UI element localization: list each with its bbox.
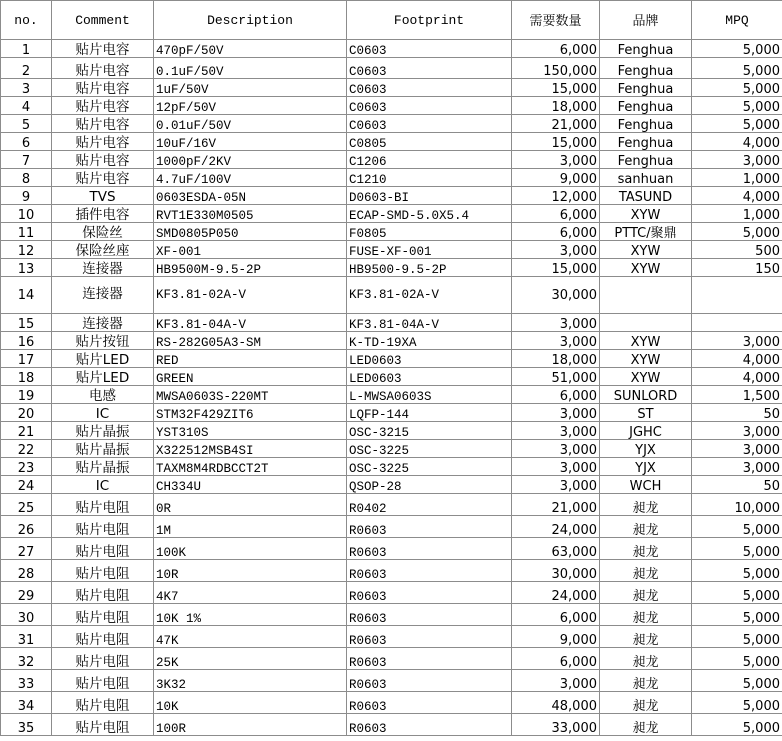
table-row[interactable] bbox=[1, 604, 782, 626]
table-row[interactable] bbox=[1, 277, 782, 314]
cell-comment[interactable]: 连接器 bbox=[52, 277, 154, 314]
cell-no[interactable]: 11 bbox=[1, 223, 52, 241]
cell-brand[interactable]: Fenghua bbox=[600, 40, 692, 58]
cell-no[interactable]: 6 bbox=[1, 133, 52, 151]
cell-brand[interactable]: XYW bbox=[600, 368, 692, 386]
cell-description[interactable]: 100R bbox=[154, 714, 347, 736]
cell-mpq[interactable]: 5,000 bbox=[692, 670, 782, 692]
cell-brand[interactable]: Fenghua bbox=[600, 133, 692, 151]
cell-description[interactable]: 10uF/16V bbox=[154, 133, 347, 151]
cell-qty[interactable]: 15,000 bbox=[512, 259, 600, 277]
cell-qty[interactable]: 6,000 bbox=[512, 205, 600, 223]
cell-no[interactable]: 28 bbox=[1, 560, 52, 582]
cell-comment[interactable]: 贴片电容 bbox=[52, 115, 154, 133]
cell-no[interactable]: 31 bbox=[1, 626, 52, 648]
cell-mpq[interactable]: 4,000 bbox=[692, 368, 782, 386]
cell-no[interactable]: 16 bbox=[1, 332, 52, 350]
cell-footprint[interactable]: C0603 bbox=[347, 97, 512, 115]
cell-comment[interactable]: 贴片电阻 bbox=[52, 692, 154, 714]
cell-no[interactable]: 23 bbox=[1, 458, 52, 476]
table-row[interactable] bbox=[1, 97, 782, 115]
cell-qty[interactable]: 3,000 bbox=[512, 458, 600, 476]
cell-mpq[interactable]: 5,000 bbox=[692, 97, 782, 115]
header-footprint[interactable]: Footprint bbox=[347, 1, 512, 40]
bom-body bbox=[1, 40, 782, 736]
cell-comment[interactable]: 贴片电阻 bbox=[52, 582, 154, 604]
cell-qty[interactable]: 9,000 bbox=[512, 626, 600, 648]
cell-footprint[interactable]: R0603 bbox=[347, 670, 512, 692]
cell-footprint[interactable]: LED0603 bbox=[347, 350, 512, 368]
cell-no[interactable]: 3 bbox=[1, 79, 52, 97]
table-row[interactable] bbox=[1, 332, 782, 350]
cell-footprint[interactable]: F0805 bbox=[347, 223, 512, 241]
cell-description[interactable]: 4.7uF/100V bbox=[154, 169, 347, 187]
cell-no[interactable]: 29 bbox=[1, 582, 52, 604]
cell-mpq[interactable]: 3,000 bbox=[692, 440, 782, 458]
table-row[interactable] bbox=[1, 79, 782, 97]
cell-qty[interactable]: 3,000 bbox=[512, 314, 600, 332]
cell-brand[interactable]: YJX bbox=[600, 458, 692, 476]
cell-comment[interactable]: 贴片电阻 bbox=[52, 626, 154, 648]
cell-comment[interactable]: 贴片电容 bbox=[52, 133, 154, 151]
cell-no[interactable]: 21 bbox=[1, 422, 52, 440]
cell-footprint[interactable]: R0603 bbox=[347, 538, 512, 560]
table-row[interactable] bbox=[1, 223, 782, 241]
cell-brand[interactable]: YJX bbox=[600, 440, 692, 458]
cell-footprint[interactable]: R0603 bbox=[347, 560, 512, 582]
cell-footprint[interactable]: K-TD-19XA bbox=[347, 332, 512, 350]
cell-footprint[interactable]: C0603 bbox=[347, 115, 512, 133]
table-row[interactable] bbox=[1, 241, 782, 259]
cell-description[interactable]: 1M bbox=[154, 516, 347, 538]
cell-footprint[interactable]: L-MWSA0603S bbox=[347, 386, 512, 404]
cell-qty[interactable]: 9,000 bbox=[512, 169, 600, 187]
cell-no[interactable]: 2 bbox=[1, 58, 52, 79]
cell-comment[interactable]: 贴片电容 bbox=[52, 151, 154, 169]
cell-brand[interactable]: TASUND bbox=[600, 187, 692, 205]
table-row[interactable] bbox=[1, 538, 782, 560]
cell-brand[interactable]: Fenghua bbox=[600, 79, 692, 97]
cell-footprint[interactable]: R0603 bbox=[347, 582, 512, 604]
table-row[interactable] bbox=[1, 494, 782, 516]
cell-mpq[interactable]: 5,000 bbox=[692, 58, 782, 79]
cell-brand[interactable]: 昶龙 bbox=[600, 670, 692, 692]
cell-description[interactable]: 0.1uF/50V bbox=[154, 58, 347, 79]
cell-description[interactable]: SMD0805P050 bbox=[154, 223, 347, 241]
cell-description[interactable]: 3K32 bbox=[154, 670, 347, 692]
cell-qty[interactable]: 150,000 bbox=[512, 58, 600, 79]
cell-mpq[interactable]: 3,000 bbox=[692, 422, 782, 440]
cell-description[interactable]: 47K bbox=[154, 626, 347, 648]
cell-description[interactable]: GREEN bbox=[154, 368, 347, 386]
cell-comment[interactable]: 贴片电阻 bbox=[52, 714, 154, 736]
cell-footprint[interactable]: HB9500-9.5-2P bbox=[347, 259, 512, 277]
cell-qty[interactable]: 63,000 bbox=[512, 538, 600, 560]
cell-description[interactable]: 10K bbox=[154, 692, 347, 714]
cell-no[interactable]: 5 bbox=[1, 115, 52, 133]
cell-qty[interactable]: 3,000 bbox=[512, 332, 600, 350]
cell-brand[interactable]: Fenghua bbox=[600, 115, 692, 133]
cell-comment[interactable]: 电感 bbox=[52, 386, 154, 404]
cell-footprint[interactable]: KF3.81-04A-V bbox=[347, 314, 512, 332]
cell-footprint[interactable]: C0603 bbox=[347, 79, 512, 97]
table-row[interactable] bbox=[1, 714, 782, 736]
cell-comment[interactable]: 贴片晶振 bbox=[52, 458, 154, 476]
cell-brand[interactable]: 昶龙 bbox=[600, 494, 692, 516]
cell-no[interactable]: 30 bbox=[1, 604, 52, 626]
table-row[interactable] bbox=[1, 626, 782, 648]
cell-mpq[interactable]: 150 bbox=[692, 259, 782, 277]
cell-mpq[interactable]: 4,000 bbox=[692, 350, 782, 368]
cell-no[interactable]: 8 bbox=[1, 169, 52, 187]
cell-footprint[interactable]: FUSE-XF-001 bbox=[347, 241, 512, 259]
table-row[interactable] bbox=[1, 582, 782, 604]
cell-mpq[interactable]: 50 bbox=[692, 404, 782, 422]
cell-qty[interactable]: 3,000 bbox=[512, 422, 600, 440]
cell-no[interactable]: 13 bbox=[1, 259, 52, 277]
cell-description[interactable]: RED bbox=[154, 350, 347, 368]
table-row[interactable] bbox=[1, 386, 782, 404]
cell-comment[interactable]: 贴片电阻 bbox=[52, 670, 154, 692]
cell-no[interactable]: 1 bbox=[1, 40, 52, 58]
cell-no[interactable]: 32 bbox=[1, 648, 52, 670]
cell-brand[interactable]: 昶龙 bbox=[600, 560, 692, 582]
cell-qty[interactable]: 33,000 bbox=[512, 714, 600, 736]
cell-comment[interactable]: 贴片电容 bbox=[52, 169, 154, 187]
cell-brand[interactable]: Fenghua bbox=[600, 151, 692, 169]
cell-no[interactable]: 17 bbox=[1, 350, 52, 368]
cell-comment[interactable]: 贴片电阻 bbox=[52, 516, 154, 538]
cell-brand[interactable]: 昶龙 bbox=[600, 626, 692, 648]
cell-mpq[interactable] bbox=[692, 314, 782, 332]
table-row[interactable] bbox=[1, 314, 782, 332]
cell-mpq[interactable]: 5,000 bbox=[692, 516, 782, 538]
table-row[interactable] bbox=[1, 151, 782, 169]
cell-description[interactable]: X322512MSB4SI bbox=[154, 440, 347, 458]
cell-footprint[interactable]: R0603 bbox=[347, 692, 512, 714]
table-row[interactable] bbox=[1, 40, 782, 58]
cell-qty[interactable]: 30,000 bbox=[512, 560, 600, 582]
cell-comment[interactable]: 贴片电容 bbox=[52, 58, 154, 79]
cell-qty[interactable]: 15,000 bbox=[512, 133, 600, 151]
cell-mpq[interactable]: 5,000 bbox=[692, 604, 782, 626]
table-row[interactable] bbox=[1, 133, 782, 151]
cell-no[interactable]: 19 bbox=[1, 386, 52, 404]
cell-comment[interactable]: 贴片电阻 bbox=[52, 648, 154, 670]
cell-description[interactable]: XF-001 bbox=[154, 241, 347, 259]
header-row bbox=[1, 1, 782, 40]
table-row[interactable] bbox=[1, 58, 782, 79]
table-row[interactable] bbox=[1, 205, 782, 223]
cell-footprint[interactable]: ECAP-SMD-5.0X5.4 bbox=[347, 205, 512, 223]
cell-qty[interactable]: 6,000 bbox=[512, 40, 600, 58]
cell-mpq[interactable]: 5,000 bbox=[692, 714, 782, 736]
cell-no[interactable]: 35 bbox=[1, 714, 52, 736]
cell-footprint[interactable]: OSC-3215 bbox=[347, 422, 512, 440]
cell-footprint[interactable]: C0805 bbox=[347, 133, 512, 151]
cell-description[interactable]: 100K bbox=[154, 538, 347, 560]
cell-qty[interactable]: 30,000 bbox=[512, 277, 600, 314]
cell-footprint[interactable]: D0603-BI bbox=[347, 187, 512, 205]
cell-brand[interactable] bbox=[600, 277, 692, 314]
cell-no[interactable]: 34 bbox=[1, 692, 52, 714]
header-brand[interactable]: 品牌 bbox=[600, 1, 692, 40]
cell-comment[interactable]: 贴片电阻 bbox=[52, 604, 154, 626]
cell-brand[interactable]: PTTC/聚鼎 bbox=[600, 223, 692, 241]
cell-brand[interactable]: sanhuan bbox=[600, 169, 692, 187]
cell-comment[interactable]: IC bbox=[52, 404, 154, 422]
cell-qty[interactable]: 18,000 bbox=[512, 97, 600, 115]
cell-no[interactable]: 33 bbox=[1, 670, 52, 692]
cell-footprint[interactable]: R0603 bbox=[347, 648, 512, 670]
cell-brand[interactable] bbox=[600, 314, 692, 332]
cell-qty[interactable]: 6,000 bbox=[512, 386, 600, 404]
cell-comment[interactable]: 贴片电阻 bbox=[52, 538, 154, 560]
cell-qty[interactable]: 18,000 bbox=[512, 350, 600, 368]
cell-comment[interactable]: 贴片电阻 bbox=[52, 494, 154, 516]
cell-description[interactable]: CH334U bbox=[154, 476, 347, 494]
cell-description[interactable]: 0.01uF/50V bbox=[154, 115, 347, 133]
cell-qty[interactable]: 6,000 bbox=[512, 604, 600, 626]
cell-qty[interactable]: 21,000 bbox=[512, 494, 600, 516]
table-row[interactable] bbox=[1, 368, 782, 386]
cell-description[interactable]: HB9500M-9.5-2P bbox=[154, 259, 347, 277]
cell-footprint[interactable]: R0603 bbox=[347, 714, 512, 736]
cell-mpq[interactable]: 5,000 bbox=[692, 582, 782, 604]
cell-no[interactable]: 15 bbox=[1, 314, 52, 332]
cell-brand[interactable]: 昶龙 bbox=[600, 604, 692, 626]
cell-footprint[interactable]: R0603 bbox=[347, 516, 512, 538]
cell-description[interactable]: 10K 1% bbox=[154, 604, 347, 626]
table-row[interactable] bbox=[1, 350, 782, 368]
cell-brand[interactable]: Fenghua bbox=[600, 97, 692, 115]
header-qty[interactable]: 需要数量 bbox=[512, 1, 600, 40]
cell-footprint[interactable]: LQFP-144 bbox=[347, 404, 512, 422]
cell-brand[interactable]: Fenghua bbox=[600, 58, 692, 79]
table-row[interactable] bbox=[1, 404, 782, 422]
cell-qty[interactable]: 3,000 bbox=[512, 151, 600, 169]
header-no[interactable]: no. bbox=[1, 1, 52, 40]
cell-qty[interactable]: 6,000 bbox=[512, 648, 600, 670]
cell-mpq[interactable]: 5,000 bbox=[692, 223, 782, 241]
cell-no[interactable]: 10 bbox=[1, 205, 52, 223]
table-row[interactable] bbox=[1, 560, 782, 582]
cell-mpq[interactable]: 1,000 bbox=[692, 169, 782, 187]
cell-no[interactable]: 20 bbox=[1, 404, 52, 422]
cell-comment[interactable]: 贴片晶振 bbox=[52, 422, 154, 440]
cell-qty[interactable]: 3,000 bbox=[512, 241, 600, 259]
cell-qty[interactable]: 3,000 bbox=[512, 670, 600, 692]
cell-mpq[interactable]: 500 bbox=[692, 241, 782, 259]
cell-description[interactable]: 0603ESDA-05N bbox=[154, 187, 347, 205]
cell-qty[interactable]: 48,000 bbox=[512, 692, 600, 714]
cell-qty[interactable]: 24,000 bbox=[512, 516, 600, 538]
cell-qty[interactable]: 6,000 bbox=[512, 223, 600, 241]
cell-qty[interactable]: 51,000 bbox=[512, 368, 600, 386]
cell-description[interactable]: 0R bbox=[154, 494, 347, 516]
cell-brand[interactable]: SUNLORD bbox=[600, 386, 692, 404]
table-row[interactable] bbox=[1, 187, 782, 205]
table-row[interactable] bbox=[1, 692, 782, 714]
cell-mpq[interactable]: 3,000 bbox=[692, 458, 782, 476]
cell-mpq[interactable]: 5,000 bbox=[692, 115, 782, 133]
cell-brand[interactable]: 昶龙 bbox=[600, 516, 692, 538]
cell-comment[interactable]: 贴片电容 bbox=[52, 97, 154, 115]
cell-no[interactable]: 9 bbox=[1, 187, 52, 205]
cell-description[interactable]: KF3.81-02A-V bbox=[154, 277, 347, 314]
cell-footprint[interactable]: OSC-3225 bbox=[347, 440, 512, 458]
cell-description[interactable]: 25K bbox=[154, 648, 347, 670]
cell-footprint[interactable]: C1206 bbox=[347, 151, 512, 169]
cell-no[interactable]: 25 bbox=[1, 494, 52, 516]
cell-brand[interactable]: WCH bbox=[600, 476, 692, 494]
cell-brand[interactable]: 昶龙 bbox=[600, 582, 692, 604]
table-row[interactable] bbox=[1, 648, 782, 670]
cell-footprint[interactable]: R0603 bbox=[347, 626, 512, 648]
cell-footprint[interactable]: R0402 bbox=[347, 494, 512, 516]
cell-comment[interactable]: 贴片LED bbox=[52, 350, 154, 368]
cell-mpq[interactable]: 5,000 bbox=[692, 692, 782, 714]
cell-comment[interactable]: 贴片电容 bbox=[52, 40, 154, 58]
cell-mpq[interactable] bbox=[692, 277, 782, 314]
cell-footprint[interactable]: OSC-3225 bbox=[347, 458, 512, 476]
cell-comment[interactable]: 贴片按钮 bbox=[52, 332, 154, 350]
cell-mpq[interactable]: 5,000 bbox=[692, 648, 782, 670]
table-row[interactable] bbox=[1, 516, 782, 538]
cell-mpq[interactable]: 50 bbox=[692, 476, 782, 494]
cell-description[interactable]: 12pF/50V bbox=[154, 97, 347, 115]
cell-comment[interactable]: 贴片电阻 bbox=[52, 560, 154, 582]
cell-comment[interactable]: 贴片电容 bbox=[52, 79, 154, 97]
table-row[interactable] bbox=[1, 169, 782, 187]
cell-brand[interactable]: XYW bbox=[600, 241, 692, 259]
header-description[interactable]: Description bbox=[154, 1, 347, 40]
cell-qty[interactable]: 3,000 bbox=[512, 440, 600, 458]
cell-description[interactable]: RS-282G05A3-SM bbox=[154, 332, 347, 350]
cell-comment[interactable]: 贴片LED bbox=[52, 368, 154, 386]
cell-description[interactable]: TAXM8M4RDBCCT2T bbox=[154, 458, 347, 476]
cell-description[interactable]: YST310S bbox=[154, 422, 347, 440]
cell-mpq[interactable]: 10,000 bbox=[692, 494, 782, 516]
cell-description[interactable]: 1uF/50V bbox=[154, 79, 347, 97]
cell-no[interactable]: 7 bbox=[1, 151, 52, 169]
cell-description[interactable]: KF3.81-04A-V bbox=[154, 314, 347, 332]
cell-footprint[interactable]: R0603 bbox=[347, 604, 512, 626]
header-comment[interactable]: Comment bbox=[52, 1, 154, 40]
cell-description[interactable]: MWSA0603S-220MT bbox=[154, 386, 347, 404]
cell-mpq[interactable]: 5,000 bbox=[692, 40, 782, 58]
cell-footprint[interactable]: C0603 bbox=[347, 40, 512, 58]
cell-brand[interactable]: XYW bbox=[600, 350, 692, 368]
cell-mpq[interactable]: 5,000 bbox=[692, 538, 782, 560]
cell-no[interactable]: 4 bbox=[1, 97, 52, 115]
cell-qty[interactable]: 24,000 bbox=[512, 582, 600, 604]
cell-brand[interactable]: JGHC bbox=[600, 422, 692, 440]
table-row[interactable] bbox=[1, 440, 782, 458]
cell-comment[interactable]: 贴片晶振 bbox=[52, 440, 154, 458]
cell-comment[interactable]: 保险丝 bbox=[52, 223, 154, 241]
cell-footprint[interactable]: C1210 bbox=[347, 169, 512, 187]
cell-description[interactable]: RVT1E330M0505 bbox=[154, 205, 347, 223]
cell-qty[interactable]: 3,000 bbox=[512, 404, 600, 422]
table-row[interactable] bbox=[1, 670, 782, 692]
cell-mpq[interactable]: 3,000 bbox=[692, 151, 782, 169]
cell-no[interactable]: 22 bbox=[1, 440, 52, 458]
cell-mpq[interactable]: 5,000 bbox=[692, 560, 782, 582]
cell-comment[interactable]: 保险丝座 bbox=[52, 241, 154, 259]
cell-no[interactable]: 18 bbox=[1, 368, 52, 386]
cell-mpq[interactable]: 3,000 bbox=[692, 332, 782, 350]
cell-qty[interactable]: 12,000 bbox=[512, 187, 600, 205]
cell-brand[interactable]: XYW bbox=[600, 259, 692, 277]
cell-mpq[interactable]: 5,000 bbox=[692, 79, 782, 97]
table-row[interactable] bbox=[1, 259, 782, 277]
table-row[interactable] bbox=[1, 476, 782, 494]
cell-comment[interactable]: 连接器 bbox=[52, 259, 154, 277]
cell-no[interactable]: 27 bbox=[1, 538, 52, 560]
cell-footprint[interactable]: KF3.81-02A-V bbox=[347, 277, 512, 314]
table-row[interactable] bbox=[1, 422, 782, 440]
cell-brand[interactable]: XYW bbox=[600, 332, 692, 350]
cell-footprint[interactable]: QSOP-28 bbox=[347, 476, 512, 494]
cell-description[interactable]: 470pF/50V bbox=[154, 40, 347, 58]
cell-mpq[interactable]: 1,000 bbox=[692, 205, 782, 223]
table-row[interactable] bbox=[1, 115, 782, 133]
cell-qty[interactable]: 3,000 bbox=[512, 476, 600, 494]
cell-brand[interactable]: 昶龙 bbox=[600, 648, 692, 670]
table-row[interactable] bbox=[1, 458, 782, 476]
cell-brand[interactable]: ST bbox=[600, 404, 692, 422]
cell-no[interactable]: 26 bbox=[1, 516, 52, 538]
header-mpq[interactable]: MPQ bbox=[692, 1, 782, 40]
cell-mpq[interactable]: 4,000 bbox=[692, 133, 782, 151]
cell-no[interactable]: 12 bbox=[1, 241, 52, 259]
cell-footprint[interactable]: LED0603 bbox=[347, 368, 512, 386]
cell-description[interactable]: 1000pF/2KV bbox=[154, 151, 347, 169]
cell-description[interactable]: 4K7 bbox=[154, 582, 347, 604]
cell-qty[interactable]: 21,000 bbox=[512, 115, 600, 133]
cell-brand[interactable]: XYW bbox=[600, 205, 692, 223]
cell-mpq[interactable]: 4,000 bbox=[692, 187, 782, 205]
cell-comment[interactable]: TVS bbox=[52, 187, 154, 205]
cell-brand[interactable]: 昶龙 bbox=[600, 692, 692, 714]
cell-brand[interactable]: 昶龙 bbox=[600, 538, 692, 560]
cell-comment[interactable]: 连接器 bbox=[52, 314, 154, 332]
cell-description[interactable]: STM32F429ZIT6 bbox=[154, 404, 347, 422]
cell-qty[interactable]: 15,000 bbox=[512, 79, 600, 97]
cell-mpq[interactable]: 1,500 bbox=[692, 386, 782, 404]
cell-mpq[interactable]: 5,000 bbox=[692, 626, 782, 648]
cell-no[interactable]: 24 bbox=[1, 476, 52, 494]
cell-description[interactable]: 10R bbox=[154, 560, 347, 582]
cell-footprint[interactable]: C0603 bbox=[347, 58, 512, 79]
cell-comment[interactable]: IC bbox=[52, 476, 154, 494]
cell-brand[interactable]: 昶龙 bbox=[600, 714, 692, 736]
cell-no[interactable]: 14 bbox=[1, 277, 52, 314]
cell-comment[interactable]: 插件电容 bbox=[52, 205, 154, 223]
